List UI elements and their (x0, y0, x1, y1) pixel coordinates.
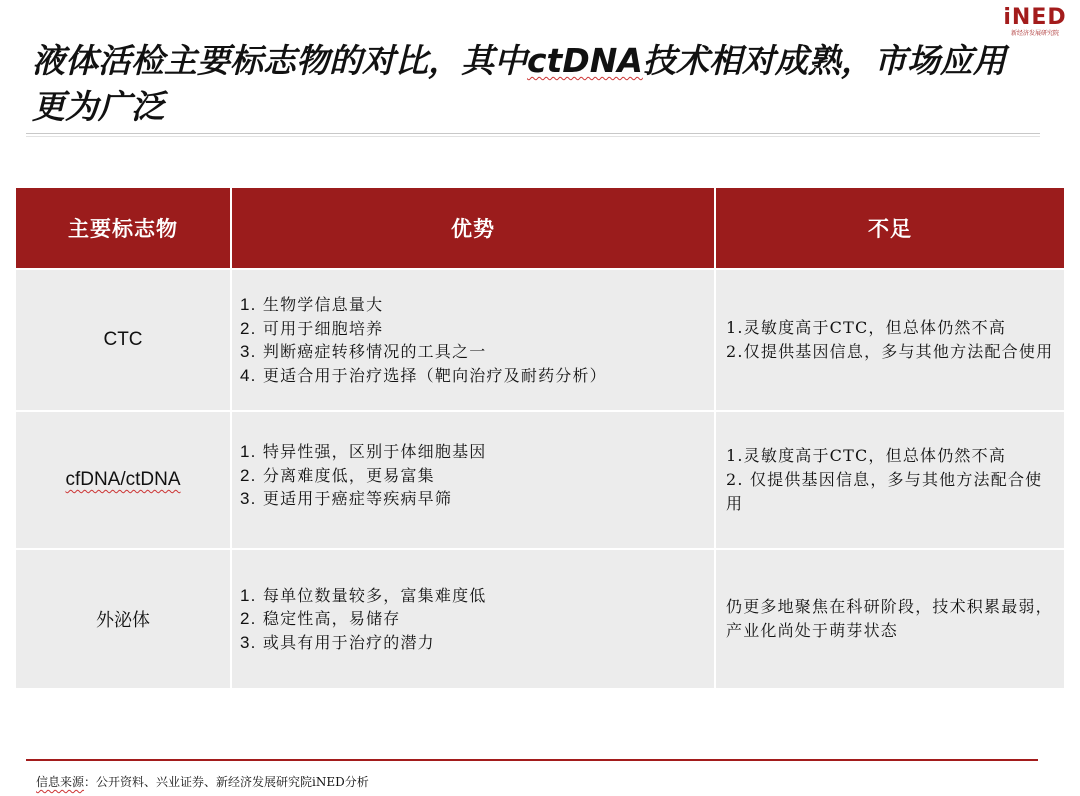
advantages-list (240, 440, 486, 511)
advantage-item: 1. 每单位数量较多，富集难度低 (240, 585, 487, 605)
advantages-cell (232, 412, 714, 548)
marker-cell (16, 270, 230, 410)
advantages-cell (232, 550, 714, 688)
table-header-row (16, 188, 1064, 268)
marker-name: 外泌体 (96, 610, 150, 631)
logo-wordmark: iNED (1003, 5, 1067, 30)
title-divider (26, 133, 1040, 134)
marker-name: CTC (103, 329, 143, 350)
comparison-table (16, 188, 1064, 688)
table-row (16, 270, 1064, 410)
advantages-list (240, 293, 607, 387)
advantages-cell (232, 270, 714, 410)
advantage-item: 2. 分离难度低，更易富集 (240, 465, 435, 485)
table-row (16, 550, 1064, 688)
shortcomings-cell (716, 550, 1064, 688)
shortcomings-cell (716, 270, 1064, 410)
footer-divider (26, 759, 1038, 761)
ined-logo (1002, 6, 1068, 38)
source-note (36, 773, 369, 790)
marker-cell (16, 412, 230, 548)
source-label: 信息来源 (36, 775, 85, 789)
marker-name: cfDNA/ctDNA (65, 469, 181, 490)
source-text: ：公开资料、兴业证券、新经济发展研究院iNED分析 (84, 775, 369, 789)
advantage-item: 2. 稳定性高，易储存 (240, 609, 401, 629)
shortcomings-text: 仍更多地聚焦在科研阶段，技术积累最弱，产业化尚处于萌芽状态 (726, 597, 1053, 640)
shortcomings-text: 1.灵敏度高于CTC，但总体仍然不高 2. 仅提供基因信息，多与其他方法配合使用 (726, 446, 1043, 513)
shortcomings-cell (716, 412, 1064, 548)
advantage-item: 1. 特异性强，区别于体细胞基因 (240, 442, 487, 461)
advantage-item: 2. 可用于细胞培养 (240, 318, 384, 338)
header-marker: 主要标志物 (16, 188, 230, 268)
advantage-item: 4. 更适合用于治疗选择（靶向治疗及耐药分析） (240, 365, 607, 385)
advantage-item: 3. 更适用于癌症等疾病早筛 (240, 489, 453, 508)
page-title (32, 38, 1022, 130)
title-divider-secondary (26, 136, 1040, 137)
header-advantages: 优势 (232, 188, 714, 268)
advantage-item: 1. 生物学信息量大 (240, 295, 384, 314)
logo-subtitle: 新经济发展研究院 (1010, 30, 1059, 37)
marker-cell (16, 550, 230, 688)
title-part2: 技术相对成熟，市场应用更为广泛 (32, 41, 1006, 126)
advantage-item: 3. 或具有用于治疗的潜力 (240, 632, 435, 652)
title-highlight: ctDNA (527, 41, 643, 80)
advantage-item: 3. 判断癌症转移情况的工具之一 (240, 342, 487, 361)
shortcomings-text: 1.灵敏度高于CTC，但总体仍然不高 2.仅提供基因信息，多与其他方法配合使用 (726, 318, 1054, 361)
table-row (16, 412, 1064, 548)
advantages-list (240, 584, 486, 655)
title-part1: 液体活检主要标志物的对比，其中 (32, 41, 527, 80)
header-shortcomings: 不足 (716, 188, 1064, 268)
